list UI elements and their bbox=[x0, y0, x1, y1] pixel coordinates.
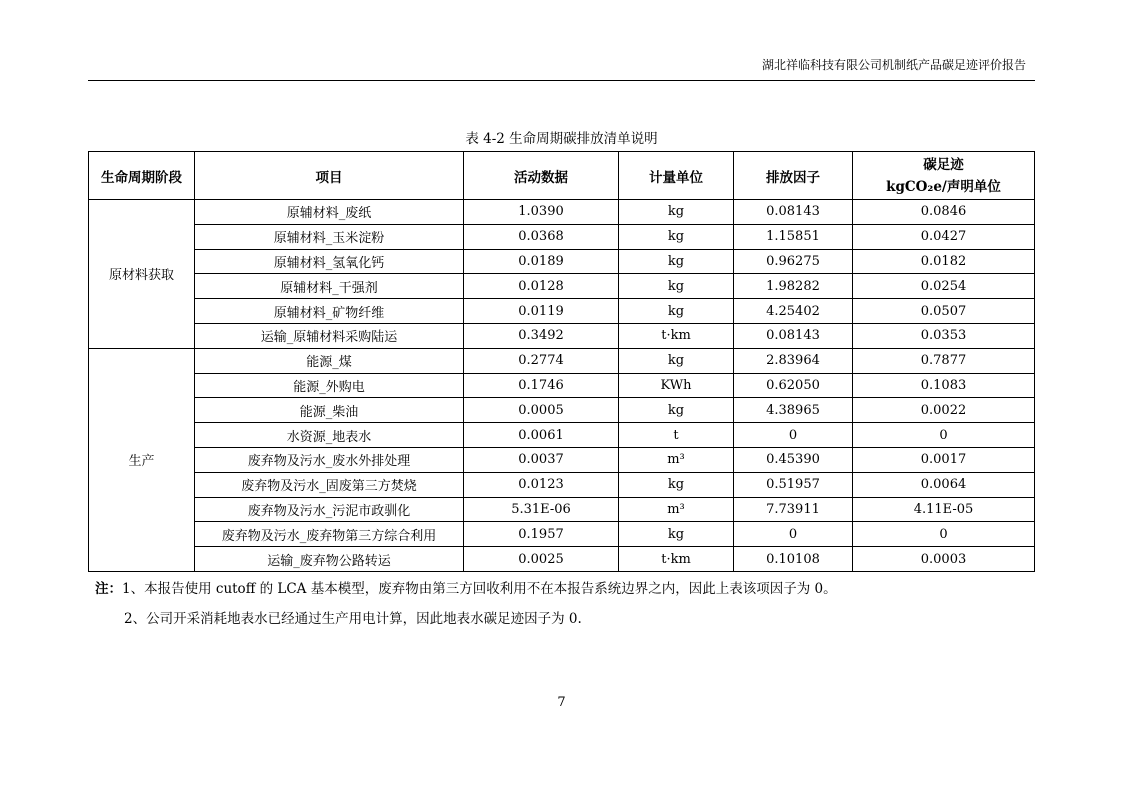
item-cell: 原辅材料_矿物纤维 bbox=[195, 299, 464, 324]
footprint-cell: 0.7877 bbox=[853, 348, 1035, 373]
item-cell: 能源_煤 bbox=[195, 348, 464, 373]
footprint-cell: 0 bbox=[853, 522, 1035, 547]
header-divider bbox=[88, 80, 1035, 81]
table-row bbox=[89, 547, 1035, 572]
factor-cell: 0.51957 bbox=[734, 472, 853, 497]
note-2: 2、公司开采消耗地表水已经通过生产用电计算，因此地表水碳足迹因子为 0. bbox=[124, 611, 582, 627]
table-header-row bbox=[89, 152, 1035, 200]
item-cell: 能源_外购电 bbox=[195, 373, 464, 398]
item-cell: 原辅材料_废纸 bbox=[195, 200, 464, 225]
activity-cell: 0.0037 bbox=[464, 447, 619, 472]
table-row bbox=[89, 299, 1035, 324]
item-cell: 废弃物及污水_污泥市政驯化 bbox=[195, 497, 464, 522]
report-header-title: 湖北祥临科技有限公司机制纸产品碳足迹评价报告 bbox=[761, 58, 1026, 72]
item-cell: 废弃物及污水_废弃物第三方综合利用 bbox=[195, 522, 464, 547]
item-cell: 废弃物及污水_废水外排处理 bbox=[195, 447, 464, 472]
activity-cell: 0.0005 bbox=[464, 398, 619, 423]
factor-cell: 0.08143 bbox=[734, 323, 853, 348]
unit-cell: t·km bbox=[619, 323, 734, 348]
table-row bbox=[89, 200, 1035, 225]
activity-cell: 0.0189 bbox=[464, 249, 619, 274]
header-footprint bbox=[853, 152, 1035, 200]
item-cell: 运输_废弃物公路转运 bbox=[195, 547, 464, 572]
table-row bbox=[89, 522, 1035, 547]
emission-inventory-table bbox=[88, 151, 1035, 572]
footprint-cell: 0.0022 bbox=[853, 398, 1035, 423]
table-row bbox=[89, 447, 1035, 472]
table-row bbox=[89, 323, 1035, 348]
header-unit: 计量单位 bbox=[619, 152, 734, 200]
factor-cell: 0 bbox=[734, 423, 853, 448]
table-row bbox=[89, 348, 1035, 373]
factor-cell: 0.45390 bbox=[734, 447, 853, 472]
activity-cell: 0.0123 bbox=[464, 472, 619, 497]
header-footprint-line1: 碳足迹 bbox=[923, 156, 964, 173]
footprint-cell: 0.0003 bbox=[853, 547, 1035, 572]
activity-cell: 5.31E-06 bbox=[464, 497, 619, 522]
item-cell: 原辅材料_氢氧化钙 bbox=[195, 249, 464, 274]
header-activity: 活动数据 bbox=[464, 152, 619, 200]
unit-cell: m³ bbox=[619, 447, 734, 472]
item-cell: 废弃物及污水_固废第三方焚烧 bbox=[195, 472, 464, 497]
note-label: 注： bbox=[95, 581, 122, 597]
header-factor: 排放因子 bbox=[734, 152, 853, 200]
table-row bbox=[89, 497, 1035, 522]
unit-cell: t bbox=[619, 423, 734, 448]
activity-cell: 0.0061 bbox=[464, 423, 619, 448]
table-row bbox=[89, 398, 1035, 423]
header-stage: 生命周期阶段 bbox=[89, 152, 195, 200]
factor-cell: 7.73911 bbox=[734, 497, 853, 522]
footprint-cell: 0.0254 bbox=[853, 274, 1035, 299]
unit-cell: kg bbox=[619, 224, 734, 249]
table-caption: 表 4-2 生命周期碳排放清单说明 bbox=[465, 131, 658, 147]
footprint-cell: 0.0353 bbox=[853, 323, 1035, 348]
footprint-cell: 0.0846 bbox=[853, 200, 1035, 225]
item-cell: 原辅材料_玉米淀粉 bbox=[195, 224, 464, 249]
unit-cell: kg bbox=[619, 200, 734, 225]
activity-cell: 0.1957 bbox=[464, 522, 619, 547]
unit-cell: kg bbox=[619, 348, 734, 373]
table-row bbox=[89, 423, 1035, 448]
unit-cell: kg bbox=[619, 398, 734, 423]
activity-cell: 1.0390 bbox=[464, 200, 619, 225]
footprint-cell: 0.0182 bbox=[853, 249, 1035, 274]
factor-cell: 0.62050 bbox=[734, 373, 853, 398]
table-row bbox=[89, 249, 1035, 274]
activity-cell: 0.1746 bbox=[464, 373, 619, 398]
footprint-cell: 4.11E-05 bbox=[853, 497, 1035, 522]
header-item: 项目 bbox=[195, 152, 464, 200]
footprint-cell: 0.0427 bbox=[853, 224, 1035, 249]
factor-cell: 2.83964 bbox=[734, 348, 853, 373]
factor-cell: 0.10108 bbox=[734, 547, 853, 572]
factor-cell: 0.96275 bbox=[734, 249, 853, 274]
note-1-text: 1、本报告使用 cutoff 的 LCA 基本模型，废弃物由第三方回收利用不在本报告系统边界之内，因此上表该项因子为 0。 bbox=[122, 581, 837, 597]
item-cell: 运输_原辅材料采购陆运 bbox=[195, 323, 464, 348]
page-number: 7 bbox=[557, 695, 566, 710]
stage-cell: 生产 bbox=[89, 348, 195, 571]
factor-cell: 1.15851 bbox=[734, 224, 853, 249]
factor-cell: 0 bbox=[734, 522, 853, 547]
unit-cell: kg bbox=[619, 299, 734, 324]
footprint-cell: 0 bbox=[853, 423, 1035, 448]
footprint-cell: 0.1083 bbox=[853, 373, 1035, 398]
factor-cell: 4.25402 bbox=[734, 299, 853, 324]
unit-cell: kg bbox=[619, 472, 734, 497]
unit-cell: t·km bbox=[619, 547, 734, 572]
item-cell: 水资源_地表水 bbox=[195, 423, 464, 448]
footprint-cell: 0.0017 bbox=[853, 447, 1035, 472]
unit-cell: KWh bbox=[619, 373, 734, 398]
table-row bbox=[89, 373, 1035, 398]
stage-cell: 原材料获取 bbox=[89, 200, 195, 349]
activity-cell: 0.0025 bbox=[464, 547, 619, 572]
unit-cell: m³ bbox=[619, 497, 734, 522]
factor-cell: 1.98282 bbox=[734, 274, 853, 299]
factor-cell: 4.38965 bbox=[734, 398, 853, 423]
table-body bbox=[89, 200, 1035, 572]
unit-cell: kg bbox=[619, 249, 734, 274]
activity-cell: 0.3492 bbox=[464, 323, 619, 348]
item-cell: 能源_柴油 bbox=[195, 398, 464, 423]
unit-cell: kg bbox=[619, 522, 734, 547]
table-row bbox=[89, 472, 1035, 497]
factor-cell: 0.08143 bbox=[734, 200, 853, 225]
unit-cell: kg bbox=[619, 274, 734, 299]
table-row bbox=[89, 224, 1035, 249]
header-footprint-line2: kgCO₂e/声明单位 bbox=[886, 178, 1001, 195]
footprint-cell: 0.0507 bbox=[853, 299, 1035, 324]
item-cell: 原辅材料_干强剂 bbox=[195, 274, 464, 299]
activity-cell: 0.2774 bbox=[464, 348, 619, 373]
activity-cell: 0.0128 bbox=[464, 274, 619, 299]
table-row bbox=[89, 274, 1035, 299]
note-1 bbox=[95, 577, 837, 597]
activity-cell: 0.0368 bbox=[464, 224, 619, 249]
footprint-cell: 0.0064 bbox=[853, 472, 1035, 497]
activity-cell: 0.0119 bbox=[464, 299, 619, 324]
